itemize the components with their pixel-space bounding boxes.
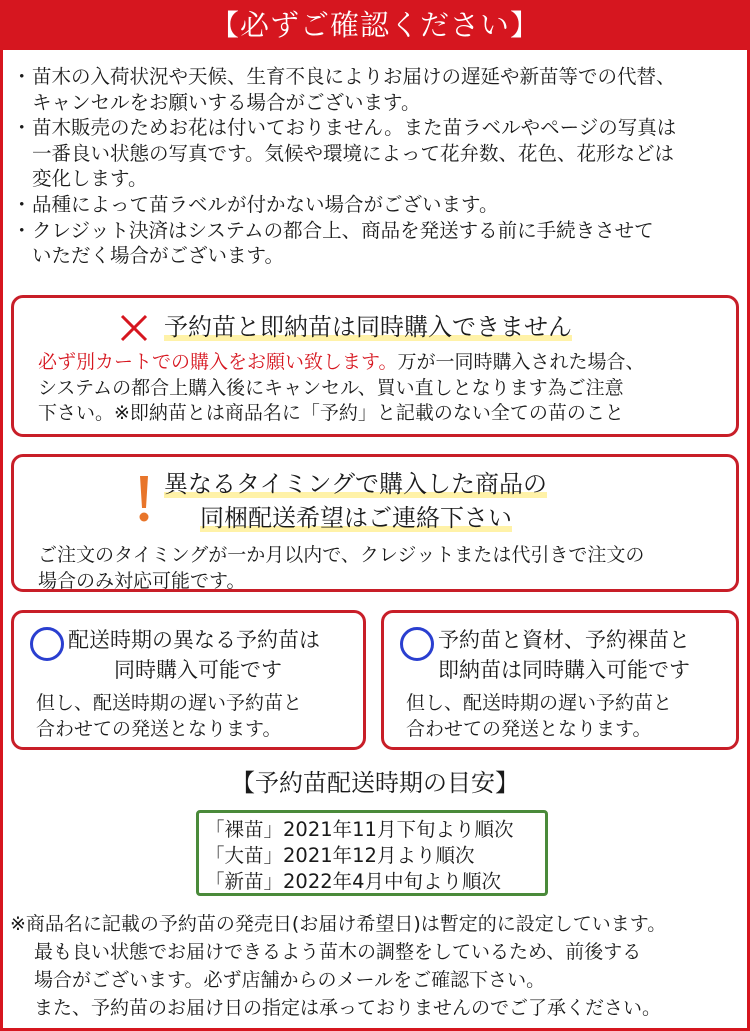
notice-item [12,192,738,218]
box-title-line: 配送時期の異なる予約苗は [68,628,320,652]
notice-line: 苗木販売のためお花は付いておりません。また苗ラベルやページの写真は [32,116,677,140]
info-box-combined-shipping [11,454,739,592]
bullet: ・ [12,218,32,242]
schedule-box [196,810,548,896]
bullet: ・ [12,116,32,140]
footnote-line: 場合がございます。必ず店舗からのメールをご確認下さい。 [34,969,546,991]
box-body [38,350,738,427]
bullet: ・ [12,65,32,88]
box-body-line: システムの都合上購入後にキャンセル、買い直しとなります為ご注意 [38,376,624,399]
notice-list [12,64,738,269]
notice-line: キャンセルをお願いする場合がございます。 [32,90,421,114]
notice-line: クレジット決済はシステムの都合上、商品を発送する前に手続きさせて [32,218,654,242]
box-body-line: 但し、配送時期の遅い予約苗と [406,692,673,714]
footnote-line: ※商品名に記載の予約苗の発売日(お届け希望日)は暫定的に設定しています。 [10,913,667,935]
box-body-line: 合わせての発送となります。 [406,717,652,740]
box-body-line: 但し、配送時期の遅い予約苗と [36,692,303,714]
circle-icon [30,627,64,661]
cross-icon [118,312,150,344]
box-title-line: 同時購入可能です [114,658,282,682]
bullet: ・ [12,192,32,216]
box-body-line: 下さい。※即納苗とは商品名に「予約」と記載のない全ての苗のこと [38,402,624,424]
notice-item [12,218,738,269]
notice-line: 苗木の入荷状況や天候、生育不良によりお届けの遅延や新苗等での代替、 [32,65,676,88]
notice-item [12,64,738,115]
box-title-line [200,503,512,533]
box-title-text: 同梱配送希望はご連絡下さい [200,504,512,532]
schedule-title: 【予約苗配送時期の目安】 [231,769,519,797]
schedule-row: 「裸苗」2021年11月下旬より順次 [205,818,514,841]
box-body-line [38,350,738,376]
box-body-line: ご注文のタイミングが一か月以内で、クレジットまたは代引きで注文の [38,544,645,566]
box-body-line: 場合のみ対応可能です。 [38,569,246,592]
box-title-text: 異なるタイミングで購入した商品の [164,470,548,498]
notice-line: 一番良い状態の写真です。気候や環境によって花弁数、花色、花形などは [32,141,674,165]
box-title-line: 予約苗と資材、予約裸苗と [438,628,690,652]
warning-box-no-mixed-purchase [11,295,739,437]
circle-icon [400,627,434,661]
box-body [36,691,302,742]
box-body-text: 万が一同時購入された場合、 [397,351,645,373]
red-emphasis-text: 必ず別カートでの購入をお願い致します。 [38,351,398,373]
footnotes [10,910,740,1022]
box-title-line: 即納苗は同時購入可能です [438,658,690,682]
ok-box-different-delivery [11,610,366,750]
box-body [38,543,738,594]
box-body-line: 合わせての発送となります。 [36,717,282,740]
notice-line: いただく場合がございます。 [32,244,284,268]
page-title: 【必ずご確認ください】 [0,0,750,50]
box-title [164,312,572,342]
schedule-row: 「大苗」2021年12月より順次 [205,844,475,867]
schedule-row: 「新苗」2022年4月中旬より順次 [205,870,502,893]
notice-line: 変化します。 [32,167,148,191]
box-title-text: 予約苗と即納苗は同時購入できません [164,313,572,341]
exclamation-icon [134,474,154,524]
notice-item [12,115,738,192]
box-title-line [164,469,547,499]
box-body [406,691,672,742]
notice-line: 品種によって苗ラベルが付かない場合がございます。 [32,192,499,216]
ok-box-materials [381,610,739,750]
footnote-line: また、予約苗のお届け日の指定は承っておりませんのでご了承ください。 [34,997,662,1019]
footnote-line: 最も良い状態でお届けできるよう苗木の調整をしているため、前後する [34,941,642,963]
